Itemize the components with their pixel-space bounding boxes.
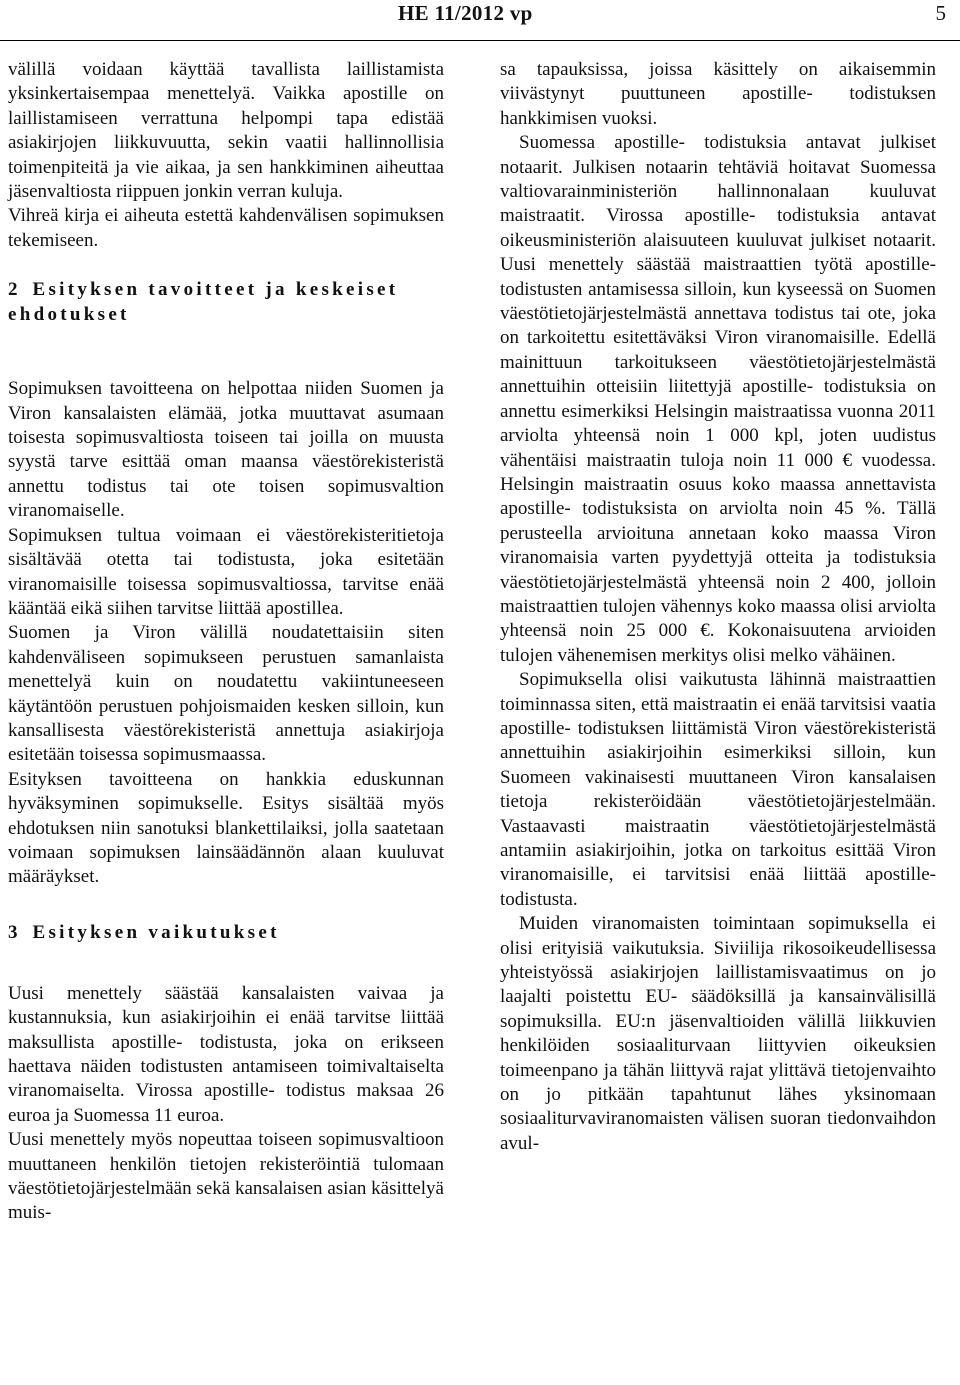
paragraph: Uusi menettely myös nopeuttaa toiseen sopimusvaltioon muuttaneen henkilön tietojen rekisteröintiä tulomaan väestötietojärjestelmään sekä kansalaisen asian käsittelyä muis- bbox=[8, 1129, 444, 1224]
paragraph: Vihreä kirja ei aiheuta estettä kahdenvälisen sopimuksen tekemiseen. bbox=[8, 205, 444, 251]
section-number: 2 bbox=[8, 279, 18, 301]
section-title: Esityksen vaikutukset bbox=[32, 921, 280, 943]
left-column bbox=[8, 58, 444, 1226]
page-number: 5 bbox=[935, 1, 946, 25]
section-heading bbox=[8, 920, 444, 945]
paragraph: Sopimuksen tultua voimaan ei väestörekisteritietoja sisältävää otetta tai todistusta, joka esitetään viranomaisille toisessa sopimusvaltiossa, tarvitse enää kääntää eikä siihen tarvitse liittää apostillea. bbox=[8, 524, 444, 619]
paragraph: Esityksen tavoitteena on hankkia eduskunnan hyväksyminen sopimukselle. Esitys sisältää myös ehdotuksen niin sanotuksi blankettilaiksi, jolla saatetaan voimaan sopimuksen lainsäädännön alaan kuuluvat määräykset. bbox=[8, 768, 444, 888]
section-title: Esityksen tavoitteet ja keskeiset ehdotukset bbox=[8, 279, 399, 326]
paragraph: Suomen ja Viron välillä noudatettaisiin siten kahdenväliseen sopimukseen perustuen samanlaista menettelyä kuin on noudatettu vakiintuneeseen käytäntöön perustuen pohjoismaiden kesken silloin, kun kansallisesta väestörekisteristä annettuja asiakirjoja esitetään toisessa sopimusmaassa. bbox=[8, 622, 444, 766]
document-id: HE 11/2012 vp bbox=[398, 1, 533, 25]
paragraph: Sopimuksella olisi vaikutusta lähinnä maistraattien toiminnassa siten, että maistraatin ei enää tarvitsisi vaatia apostille- todistuksen liittämistä Viron väestörekisteristä annettuihin asiakirjoihin esimerkiksi silloin, kun Suomeen vakinaisesti muuttaneen Viron kansalaisen tietoja rekisteröidään väestötietojärjestelmään. Vastaavasti maistraatin väestötietojärjestelmästä antamiin asiakirjoihin, jotka on tarkoitus esittää Viron viranomaisille, ei tarvitsisi enää liittää apostille- todistusta. bbox=[500, 669, 936, 910]
paragraph: välillä voidaan käyttää tavallista laillistamista yksinkertaisempaa menettelyä. Vaikka apostille on laillistamiseen verrattuna helpompi tapa edistää asiakirjojen liikkuvuutta, sekin vaatii hallinnollisia toimenpiteitä ja vie aikaa, ja sen hankkiminen aiheuttaa jäsenvaltiosta riippuen jonkin verran kuluja. bbox=[8, 59, 444, 203]
section-heading bbox=[8, 277, 444, 327]
paragraph: Muiden viranomaisten toimintaan sopimuksella ei olisi erityisiä vaikutuksia. Siviilija rikosoikeudellisessa yhteistyössä asiakirjojen laillistamisvaatimus on jo laajalti poistettu EU- säädöksillä ja kansainvälisillä sopimuksilla. EU:n jäsenvaltioiden välillä liikkuvien henkilöiden sosiaaliturvaan liittyvien oikeuksien toimeenpano ja tähän liittyvä rajat ylittävä tietojenvaihto on jo pitkään tapahtunut lähes yksinomaan sosiaaliturvaviranomaisten välisen suoran tiedonvaihdon avul- bbox=[500, 913, 936, 1154]
paragraph: Uusi menettely säästää kansalaisten vaivaa ja kustannuksia, kun asiakirjoihin ei enää tarvitse liittää maksullista apostille- todistusta, joka on erikseen haettava näiden todistusten antamiseen toimivaltaiselta viranomaiselta. Virossa apostille- todistus maksaa 26 euroa ja Suomessa 11 euroa. bbox=[8, 982, 444, 1126]
paragraph: Sopimuksen tavoitteena on helpottaa niiden Suomen ja Viron kansalaisten elämää, jotka muuttavat asumaan toisesta sopimusvaltiosta toiseen tai joilla on muusta syystä tarve esittää oman maansa väestörekisteristä annettu todistus tai ote toisen sopimusvaltion viranomaiselle. bbox=[8, 378, 444, 522]
paragraph: sa tapauksissa, joissa käsittely on aikaisemmin viivästynyt puuttuneen apostille- todistuksen hankkimisen vuoksi. bbox=[500, 59, 936, 129]
right-column bbox=[500, 58, 936, 1156]
page-header bbox=[0, 0, 960, 41]
section-number: 3 bbox=[8, 921, 18, 943]
paragraph: Suomessa apostille- todistuksia antavat julkiset notaarit. Julkisen notaarin tehtäviä hoitavat Suomessa valtiovarainministeriön hallinnonalaan kuuluvat maistraatit. Virossa apostille- todistuksia antavat oikeusministeriön alaisuuteen kuuluvat julkiset notaarit. Uusi menettely säästää maistraattien työtä apostille- todistusten antamisessa silloin, kun kyseessä on Suomen väestötietojärjestelmästä annettava todistus tai ote, joka on tarkoitettu esitettäväksi Viron viranomaisille. Edellä mainittuun tarkoitukseen väestötietojärjestelmästä annettuihin otteisiin liitettyjä apostille- todistuksia on annettu esimerkiksi Helsingin maistraatissa vuonna 2011 arviolta yhteensä noin 1 000 kpl, joten uudistus vähentäisi maistraatin tuloja noin 11 000 € vuodessa. Helsingin maistraatin osuus koko maassa annettavista apostille- todistuksista on arviolta noin 45 %. Tällä perusteella arvioituna annetaan koko maassa Viron viranomaisia varten pyydettyjä otteita ja todistuksia väestötietojärjestelmästä yhteensä noin 2 400, jolloin maistraattien tulojen vähennys koko maassa olisi arviolta yhteensä noin 25 000 €. Kokonaisuutena arvioiden tulojen vähenemisen merkitys olisi melko vähäinen. bbox=[500, 132, 936, 666]
